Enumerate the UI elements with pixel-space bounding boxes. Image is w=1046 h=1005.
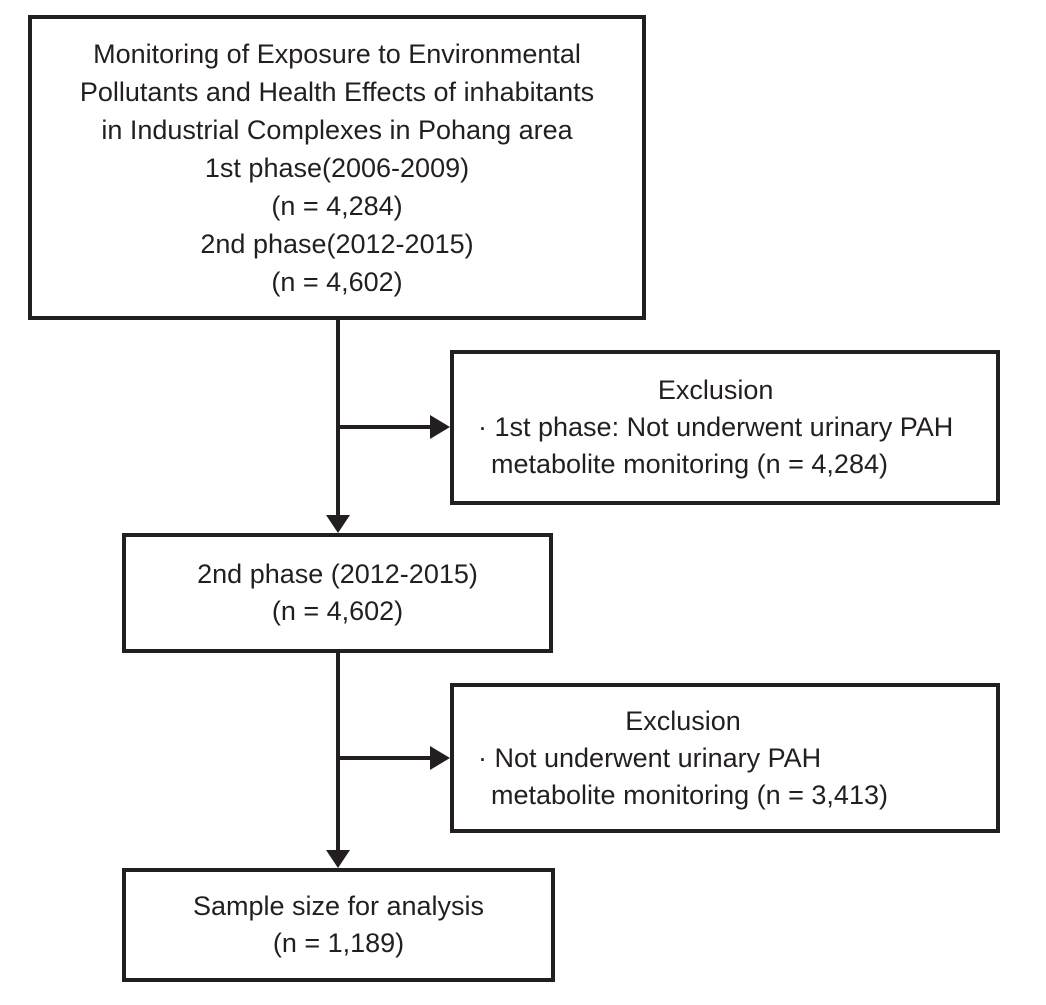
- final-sample-box: [122, 868, 555, 982]
- exclusion-1-content: [478, 372, 953, 483]
- source-box-line-3: in Industrial Complexes in Pohang area: [101, 114, 573, 145]
- exclusion-box-2: [450, 683, 1000, 833]
- connector-phase2-to-final: [336, 651, 340, 850]
- phase2-box-line-1: 2nd phase (2012-2015): [197, 559, 478, 589]
- source-box-line-2: Pollutants and Health Effects of inhabitants: [79, 76, 595, 107]
- exclusion-1-title: Exclusion: [657, 375, 774, 405]
- exclusion-2-line-2: metabolite monitoring (n = 3,413): [491, 779, 888, 810]
- exclusion-2-line-1: · Not underwent urinary PAH: [478, 742, 822, 773]
- source-population-box: [28, 15, 646, 320]
- exclusion-1-line-1: · 1st phase: Not underwent urinary PAH: [478, 412, 954, 442]
- exclusion-2-title: Exclusion: [625, 705, 741, 736]
- phase2-box: [122, 533, 553, 653]
- source-box-line-6: 2nd phase(2012-2015): [200, 228, 474, 259]
- connector-to-exclusion-1: [338, 425, 430, 429]
- source-box-line-5: (n = 4,284): [271, 190, 403, 221]
- final-box-line-2: (n = 1,189): [272, 928, 405, 958]
- source-box-line-1: Monitoring of Exposure to Environmental: [93, 38, 581, 69]
- exclusion-2-content: [478, 703, 888, 814]
- arrowhead-right-icon: [430, 415, 450, 439]
- exclusion-1-line-2: metabolite monitoring (n = 4,284): [491, 449, 888, 479]
- arrowhead-right-icon: [430, 746, 450, 770]
- source-box-line-4: 1st phase(2006-2009): [204, 152, 470, 183]
- connector-top-to-phase2: [336, 318, 340, 515]
- source-box-line-7: (n = 4,602): [271, 266, 403, 297]
- phase2-box-line-2: (n = 4,602): [271, 596, 404, 626]
- exclusion-box-1: [450, 350, 1000, 505]
- arrowhead-down-icon: [326, 515, 350, 533]
- connector-to-exclusion-2: [338, 756, 430, 760]
- arrowhead-down-icon: [326, 850, 350, 868]
- final-box-line-1: Sample size for analysis: [192, 891, 485, 921]
